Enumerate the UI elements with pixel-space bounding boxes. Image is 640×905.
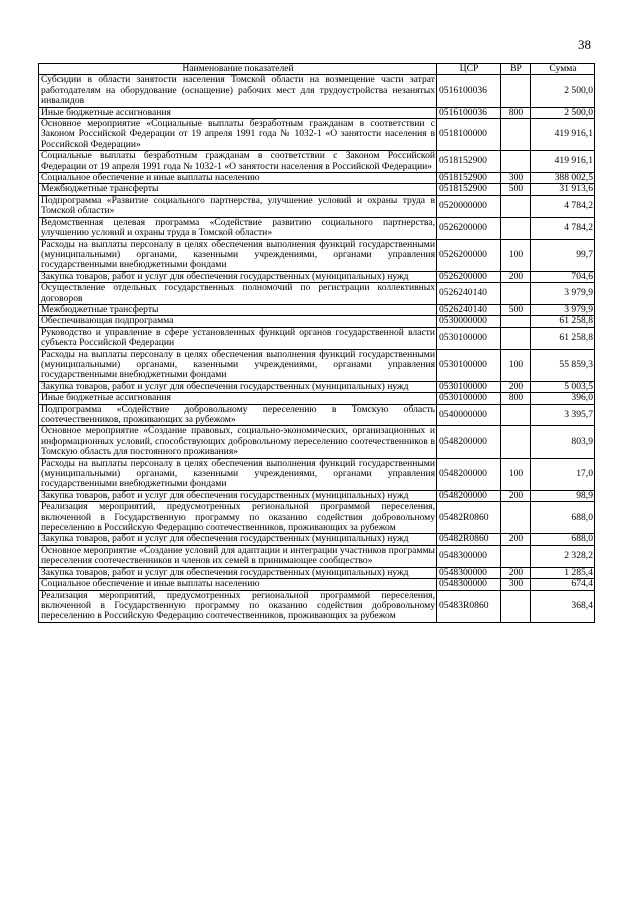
table-row — [39, 590, 595, 622]
indicator-name-cell: Закупка товаров, работ и услуг для обеспечения государственных (муниципальных) нужд — [39, 490, 437, 501]
vr-code-cell: 500 — [501, 184, 531, 195]
indicator-name-cell: Реализация мероприятий, предусмотренных региональной программой переселения, включенной в Государственную программу по оказанию содействия добровольному переселению в Российскую Федерацию соотечественников, проживающих за рубежом — [39, 590, 437, 622]
csr-code-cell: 05482R0860 — [437, 534, 501, 545]
amount-cell: 3 979,9 — [531, 304, 595, 315]
amount-cell: 4 784,2 — [531, 217, 595, 239]
amount-cell: 419 916,1 — [531, 151, 595, 173]
amount-cell: 3 395,7 — [531, 404, 595, 426]
csr-code-cell: 0540000000 — [437, 404, 501, 426]
amount-cell: 61 258,8 — [531, 316, 595, 327]
csr-code-cell: 0530100000 — [437, 327, 501, 349]
table-row — [39, 502, 595, 534]
amount-cell: 3 979,9 — [531, 283, 595, 305]
amount-cell: 419 916,1 — [531, 119, 595, 151]
table-row — [39, 545, 595, 567]
vr-code-cell: 200 — [501, 567, 531, 578]
csr-code-cell: 0526200000 — [437, 217, 501, 239]
table-row — [39, 173, 595, 184]
table-header-row — [39, 64, 595, 75]
table-row — [39, 534, 595, 545]
csr-code-cell: 0526240140 — [437, 283, 501, 305]
vr-code-cell — [501, 217, 531, 239]
amount-cell: 55 859,3 — [531, 349, 595, 381]
amount-cell: 17,0 — [531, 458, 595, 490]
vr-code-cell: 500 — [501, 304, 531, 315]
csr-code-cell: 0526200000 — [437, 271, 501, 282]
vr-code-cell — [501, 590, 531, 622]
amount-cell: 2 500,0 — [531, 75, 595, 107]
amount-cell: 5 003,5 — [531, 381, 595, 392]
table-row — [39, 271, 595, 282]
csr-code-cell: 0548200000 — [437, 458, 501, 490]
vr-code-cell: 100 — [501, 239, 531, 271]
header-vr: ВР — [501, 64, 531, 75]
amount-cell: 4 784,2 — [531, 195, 595, 217]
csr-code-cell: 0530100000 — [437, 393, 501, 404]
indicator-name-cell: Закупка товаров, работ и услуг для обеспечения государственных (муниципальных) нужд — [39, 381, 437, 392]
indicator-name-cell: Расходы на выплаты персоналу в целях обеспечения выполнения функций государственными (муниципальными) органами, казенными учреждениями, органами управления государственными внебюджетными фондами — [39, 349, 437, 381]
vr-code-cell — [501, 404, 531, 426]
indicator-name-cell: Руководство и управление в сфере установленных функций органов государственной власти субъекта Российской Федерации — [39, 327, 437, 349]
indicator-name-cell: Расходы на выплаты персоналу в целях обеспечения выполнения функций государственными (муниципальными) органами, казенными учреждениями, органами управления государственными внебюджетными фондами — [39, 458, 437, 490]
table-row — [39, 195, 595, 217]
csr-code-cell: 0516100036 — [437, 107, 501, 118]
vr-code-cell: 800 — [501, 107, 531, 118]
indicator-name-cell: Основное мероприятие «Создание условий для адаптации и интеграции участников программы переселения соотечественников и членов их семей в принимающее сообщество» — [39, 545, 437, 567]
csr-code-cell: 0518152900 — [437, 151, 501, 173]
vr-code-cell: 200 — [501, 490, 531, 501]
vr-code-cell — [501, 502, 531, 534]
amount-cell: 396,0 — [531, 393, 595, 404]
csr-code-cell: 0516100036 — [437, 75, 501, 107]
vr-code-cell — [501, 283, 531, 305]
table-row — [39, 75, 595, 107]
table-row — [39, 349, 595, 381]
indicator-name-cell: Осуществление отдельных государственных полномочий по регистрации коллективных договоров — [39, 283, 437, 305]
indicator-name-cell: Социальное обеспечение и иные выплаты населению — [39, 173, 437, 184]
table-row — [39, 283, 595, 305]
vr-code-cell: 100 — [501, 458, 531, 490]
table-row — [39, 426, 595, 458]
csr-code-cell: 0526240140 — [437, 304, 501, 315]
table-row — [39, 316, 595, 327]
indicator-name-cell: Основное мероприятие «Создание правовых, социально-экономических, организационных и информационных условий, способствующих добровольному переселению соотечественников в Томскую область для постоянного проживания» — [39, 426, 437, 458]
vr-code-cell — [501, 426, 531, 458]
table-row — [39, 579, 595, 590]
amount-cell: 2 500,0 — [531, 107, 595, 118]
csr-code-cell: 0518152900 — [437, 184, 501, 195]
amount-cell: 368,4 — [531, 590, 595, 622]
csr-code-cell: 05482R0860 — [437, 502, 501, 534]
indicator-name-cell: Реализация мероприятий, предусмотренных региональной программой переселения, включенной в Государственную программу по оказанию содействия добровольному переселению в Российскую Федерацию соотечественников, проживающих за рубежом — [39, 502, 437, 534]
indicator-name-cell: Расходы на выплаты персоналу в целях обеспечения выполнения функций государственными (муниципальными) органами, казенными учреждениями, органами управления государственными внебюджетными фондами — [39, 239, 437, 271]
csr-code-cell: 0518152900 — [437, 173, 501, 184]
csr-code-cell: 0518100000 — [437, 119, 501, 151]
table-row — [39, 107, 595, 118]
amount-cell: 688,0 — [531, 502, 595, 534]
table-row — [39, 184, 595, 195]
indicator-name-cell: Иные бюджетные ассигнования — [39, 107, 437, 118]
vr-code-cell — [501, 195, 531, 217]
csr-code-cell: 0526200000 — [437, 239, 501, 271]
csr-code-cell: 0520000000 — [437, 195, 501, 217]
amount-cell: 674,4 — [531, 579, 595, 590]
vr-code-cell: 300 — [501, 579, 531, 590]
budget-table — [38, 63, 595, 623]
indicator-name-cell: Подпрограмма «Развитие социального партнерства, улучшение условий и охраны труда в Томской области» — [39, 195, 437, 217]
indicator-name-cell: Закупка товаров, работ и услуг для обеспечения государственных (муниципальных) нужд — [39, 271, 437, 282]
table-row — [39, 217, 595, 239]
vr-code-cell — [501, 316, 531, 327]
vr-code-cell — [501, 151, 531, 173]
amount-cell: 98,9 — [531, 490, 595, 501]
header-csr: ЦСР — [437, 64, 501, 75]
amount-cell: 803,9 — [531, 426, 595, 458]
table-row — [39, 381, 595, 392]
table-row — [39, 490, 595, 501]
table-row — [39, 393, 595, 404]
amount-cell: 2 328,2 — [531, 545, 595, 567]
indicator-name-cell: Закупка товаров, работ и услуг для обеспечения государственных (муниципальных) нужд — [39, 534, 437, 545]
csr-code-cell: 0530100000 — [437, 349, 501, 381]
page-number: 38 — [578, 37, 591, 52]
header-sum: Сумма — [531, 64, 595, 75]
csr-code-cell: 0548300000 — [437, 579, 501, 590]
csr-code-cell: 0548300000 — [437, 545, 501, 567]
indicator-name-cell: Подпрограмма «Содействие добровольному переселению в Томскую область соотечественников, проживающих за рубежом» — [39, 404, 437, 426]
table-row — [39, 304, 595, 315]
table-body — [39, 75, 595, 622]
indicator-name-cell: Субсидии в области занятости населения Томской области на возмещение части затрат работодателям на оборудование (оснащение) рабочих мест для трудоустройства незанятых инвалидов — [39, 75, 437, 107]
amount-cell: 388 002,5 — [531, 173, 595, 184]
csr-code-cell: 0548200000 — [437, 426, 501, 458]
vr-code-cell — [501, 545, 531, 567]
table-row — [39, 458, 595, 490]
vr-code-cell: 100 — [501, 349, 531, 381]
indicator-name-cell: Основное мероприятие «Социальные выплаты безработным гражданам в соответствии с Законом Российской Федерации от 19 апреля 1991 года № 1032-1 «О занятости населения в Российской Федерации» — [39, 119, 437, 151]
table-row — [39, 567, 595, 578]
amount-cell: 99,7 — [531, 239, 595, 271]
indicator-name-cell: Межбюджетные трансферты — [39, 304, 437, 315]
table-row — [39, 327, 595, 349]
table-row — [39, 151, 595, 173]
indicator-name-cell: Межбюджетные трансферты — [39, 184, 437, 195]
vr-code-cell: 200 — [501, 381, 531, 392]
indicator-name-cell: Социальные выплаты безработным гражданам в соответствии с Законом Российской Федерации от 19 апреля 1991 года № 1032-1 «О занятости населения в Российской Федерации» — [39, 151, 437, 173]
vr-code-cell: 200 — [501, 271, 531, 282]
header-name: Наименование показателей — [39, 64, 437, 75]
csr-code-cell: 0530000000 — [437, 316, 501, 327]
indicator-name-cell: Социальное обеспечение и иные выплаты населению — [39, 579, 437, 590]
vr-code-cell: 800 — [501, 393, 531, 404]
table-row — [39, 404, 595, 426]
table-row — [39, 239, 595, 271]
vr-code-cell: 200 — [501, 534, 531, 545]
amount-cell: 31 913,6 — [531, 184, 595, 195]
indicator-name-cell: Обеспечивающая подпрограмма — [39, 316, 437, 327]
csr-code-cell: 05483R0860 — [437, 590, 501, 622]
table-row — [39, 119, 595, 151]
amount-cell: 688,0 — [531, 534, 595, 545]
vr-code-cell — [501, 119, 531, 151]
amount-cell: 61 258,8 — [531, 327, 595, 349]
vr-code-cell — [501, 327, 531, 349]
indicator-name-cell: Закупка товаров, работ и услуг для обеспечения государственных (муниципальных) нужд — [39, 567, 437, 578]
csr-code-cell: 0548300000 — [437, 567, 501, 578]
amount-cell: 704,6 — [531, 271, 595, 282]
indicator-name-cell: Ведомственная целевая программа «Содействие развитию социального партнерства, улучшению условий и охраны труда в Томской области» — [39, 217, 437, 239]
csr-code-cell: 0530100000 — [437, 381, 501, 392]
vr-code-cell: 300 — [501, 173, 531, 184]
csr-code-cell: 0548200000 — [437, 490, 501, 501]
vr-code-cell — [501, 75, 531, 107]
indicator-name-cell: Иные бюджетные ассигнования — [39, 393, 437, 404]
amount-cell: 1 285,4 — [531, 567, 595, 578]
